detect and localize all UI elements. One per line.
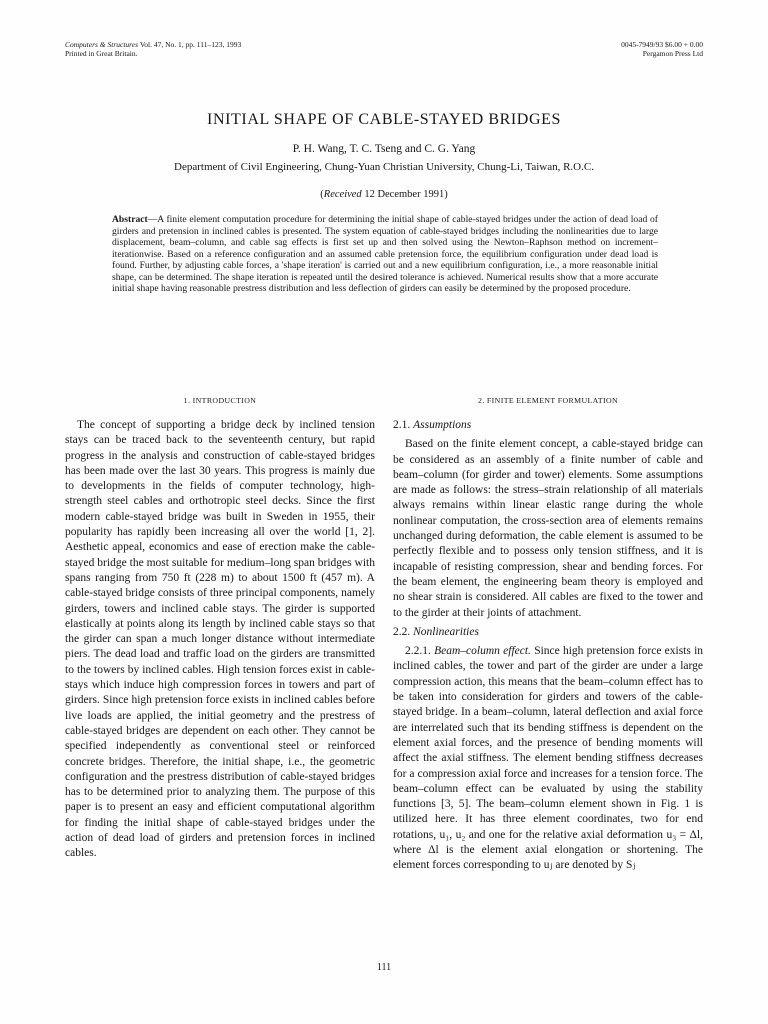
section-heading-introduction: 1. INTRODUCTION xyxy=(183,396,257,405)
running-header-right xyxy=(621,40,703,58)
section-heading-fe-formulation: 2. FINITE ELEMENT FORMULATION xyxy=(477,396,619,405)
abstract xyxy=(112,214,658,295)
journal-citation: Vol. 47, No. 1, pp. 111–123, 1993 xyxy=(139,40,242,49)
subsection-number: 2.1. xyxy=(393,419,411,431)
subsubsection-title: Beam–column effect. xyxy=(434,645,531,658)
paper-title: INITIAL SHAPE OF CABLE-STAYED BRIDGES xyxy=(207,111,561,128)
page-number: 111 xyxy=(376,962,392,973)
assumptions-paragraph: Based on the finite element concept, a cable-stayed bridge can be considered as an assembly of a finite number of cable and beam–column (for girder and tower) elements. Some assumptions are made as follows: the stress–strain relationship of all materials always remains within linear elastic range during the whole nonlinear computation, the cross-section area of elements remains unchanged during deformation, the cable element is assumed to be perfectly flexible and to possess only tension stiffness, and it is incapable of resisting compression, shear and bending forces. For the beam element, the engineering beam theory is employed and no shear strain is considered. All cables are fixed to the tower and to the girder at their joints of attachment. xyxy=(393,438,703,619)
journal-name: Computers & Structures xyxy=(65,40,139,49)
introduction-paragraph: The concept of supporting a bridge deck by inclined tension stays can be traced back to the seventeenth century, but rapid progress in the analysis and construction of cable-stayed bridges has been made over the last 30 years. This progress is mainly due to developments in the fields of computer technology, high-strength steel cables and orthotropic steel decks. Since the first modern cable-stayed bridge was built in Sweden in 1955, their popularity has rapidly been increasing all over the world [1, 2]. Aesthetic appeal, economics and ease of erection make the cable-stayed bridge the most suitable for medium–long span bridges with spans ranging from 750 ft (228 m) to about 1500 ft (457 m). A cable-stayed bridge consists of three principal components, namely girders, towers and inclined cable stays. The girder is supported elastically at points along its length by inclined cable stays so that the girder can span a much longer distance without intermediate piers. The dead load and traffic load on the girders are transmitted to the towers by inclined cables. High tension forces exist in cable-stays which induce high compression forces in towers and part of girders. Since high pretension force exists in inclined cables before live loads are applied, the initial geometry and the prestress of cable-stayed bridges are dependent on each other. They cannot be specified independently as conventional steel or reinforced concrete bridges. Therefore, the initial shape, i.e., the geometric configuration and the prestress distribution of cable-stayed bridges has to be determined prior to analyzing them. The purpose of this paper is to present an easy and efficient computational algorithm for finding the initial shape of cable-stayed bridges under the action of dead load of girders and pretension forces in inclined cables. xyxy=(65,419,375,860)
received-date: (Received 12 December 1991) xyxy=(320,189,448,200)
left-column xyxy=(65,396,375,862)
received-label: Received xyxy=(323,189,362,200)
issn-code: 0045-7949/93 $6.00 + 0.00 xyxy=(621,40,703,49)
printed-note: Printed in Great Britain. xyxy=(65,49,138,58)
beam-column-paragraph xyxy=(393,644,703,873)
running-header-left xyxy=(65,40,241,58)
abstract-text: —A finite element computation procedure for determining the initial shape of cable-stayed bridges under the action of dead load of girders and pretension in inclined cables is presented. The system equation of cable-stayed bridges including the nonlinearities due to large displacement, beam–column, and cable sag effects is first set up and then solved using the Newton–Raphson method on increment–iterationwise. Based on a reference configuration and an assumed cable pretension force, the equilibrium configuration under dead load is found. Further, by adjusting cable forces, a 'shape iteration' is carried out and a new equilibrium configuration, i.e., a more reasonable initial shape, can be determined. The shape iteration is repeated until the desired tolerance is achieved. Numerical results show that a more accurate initial shape having reasonable prestress distribution and less deflection of girders can easily be determined by the proposed procedure. xyxy=(112,214,658,294)
beam-column-text: Since high pretension force exists in inclined cables, the tower and part of the girder are under a large compression action, this means that the beam–column effect has to be taken into consideration for girders and towers of the cable-stayed bridge. In a beam–column, lateral deflection and axial force are interrelated such that its bending stiffness is dependent on the element axial forces, and the presence of bending moments will affect the axial stiffness. The element bending stiffness decreases for a compression axial force and increases for a tension force. The beam–column effect can be evaluated by using the stability functions [3, 5]. The beam–column element shown in Fig. 1 is utilized here. It has three element coordinates, two for end rotations, u₁, u₂ and one for the relative axial deformation u₃ = Δl, where Δl is the element axial elongation or shortening. The element forces corresponding to uⱼ are denoted by Sⱼ xyxy=(393,645,704,872)
subsection-heading-nonlinearities xyxy=(393,625,703,640)
authors: P. H. Wang, T. C. Tseng and C. G. Yang xyxy=(292,143,476,155)
subsection-title: Assumptions xyxy=(413,419,472,431)
publisher: Pergamon Press Ltd xyxy=(642,49,703,58)
subsection-heading-assumptions xyxy=(393,418,703,433)
right-column xyxy=(393,396,703,874)
affiliation: Department of Civil Engineering, Chung-Yuan Christian University, Chung-Li, Taiwan, R.O.C. xyxy=(174,161,594,173)
subsubsection-number: 2.2.1. xyxy=(405,645,431,658)
received-date-value: 12 December 1991 xyxy=(364,189,445,200)
abstract-label: Abstract xyxy=(112,214,148,225)
subsection-number: 2.2. xyxy=(393,625,411,638)
subsection-title: Nonlinearities xyxy=(413,625,479,638)
